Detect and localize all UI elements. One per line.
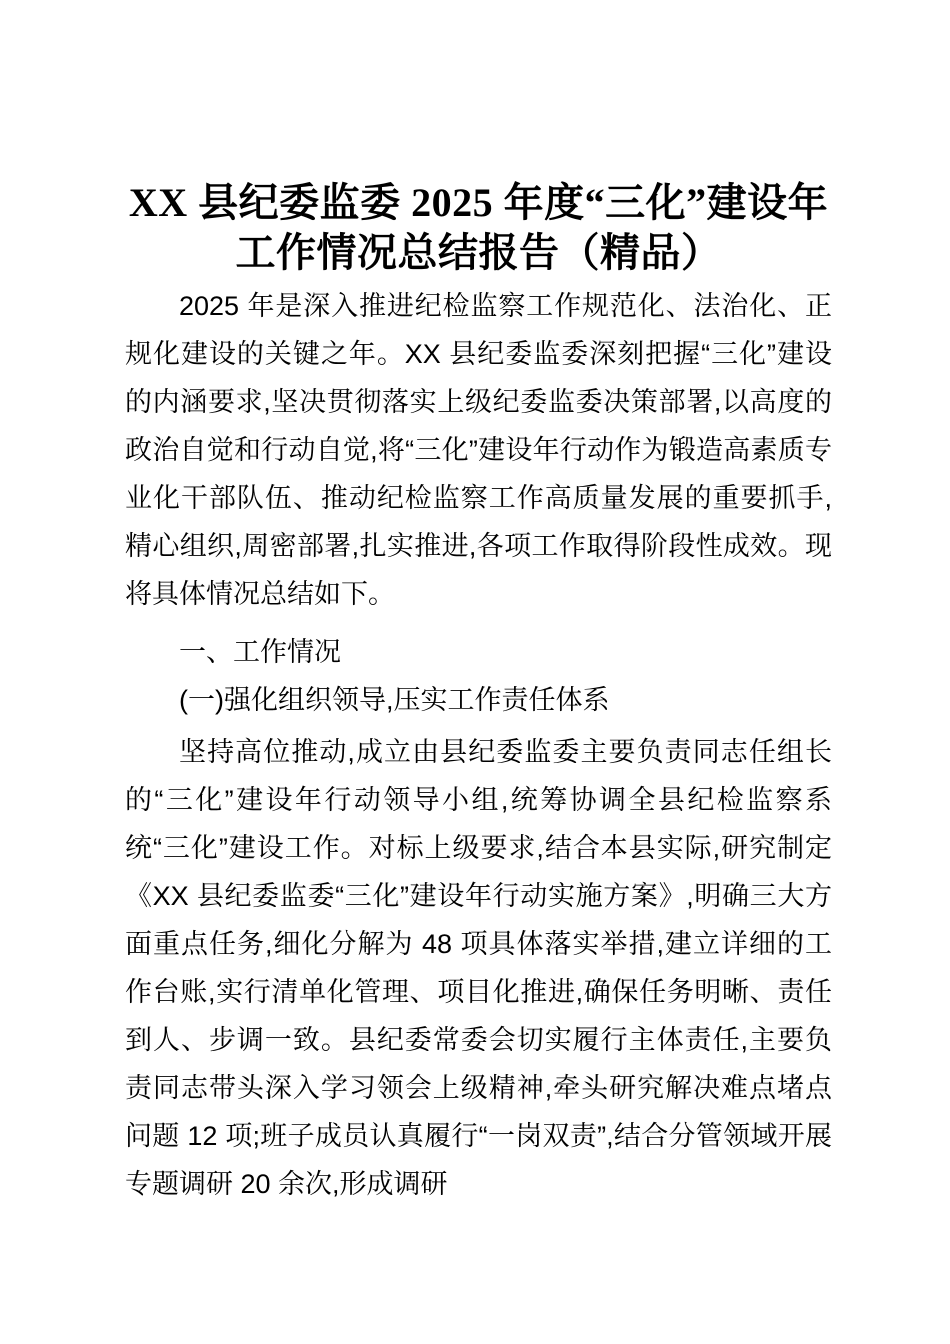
paragraph-body: 坚持高位推动,成立由县纪委监委主要负责同志任组长的“三化”建设年行动领导小组,统筹协调全县纪检监察系统“三化”建设工作。对标上级要求,结合本县实际,研究制定《XX 县纪委监委“三化”建设年行动实施方案》,明确三大方面重点任务,细化分解为 48 项具体落实举措,建立详细的工作台账,实行清单化管理、项目化推进,确保任务明晰、责任到人、步调一致。县纪委常委会切实履行主体责任,主要负责同志带头深入学习领会上级精神,牵头研究解决难点堵点问题 12 项;班子成员认真履行“一岗双责”,结合分管领域开展专题调研 20 余次,形成调研 (125, 737, 832, 1199)
subsection-heading-organization-leadership: (一)强化组织领导,压实工作责任体系 (179, 685, 610, 715)
section-heading-work-situation: 一、工作情况 (179, 637, 341, 667)
paragraph-intro: 2025 年是深入推进纪检监察工作规范化、法治化、正规化建设的关键之年。XX 县纪委监委深刻把握“三化”建设的内涵要求,坚决贯彻落实上级纪委监委决策部署,以高度的政治自觉和行动自觉,将“三化”建设年行动作为锻造高素质专业化干部队伍、推动纪检监察工作高质量发展的重要抓手,精心组织,周密部署,扎实推进,各项工作取得阶段性成效。现将具体情况总结如下。 (125, 291, 832, 609)
document-title: XX 县纪委监委 2025 年度“三化”建设年工作情况总结报告（精品） (128, 180, 829, 275)
